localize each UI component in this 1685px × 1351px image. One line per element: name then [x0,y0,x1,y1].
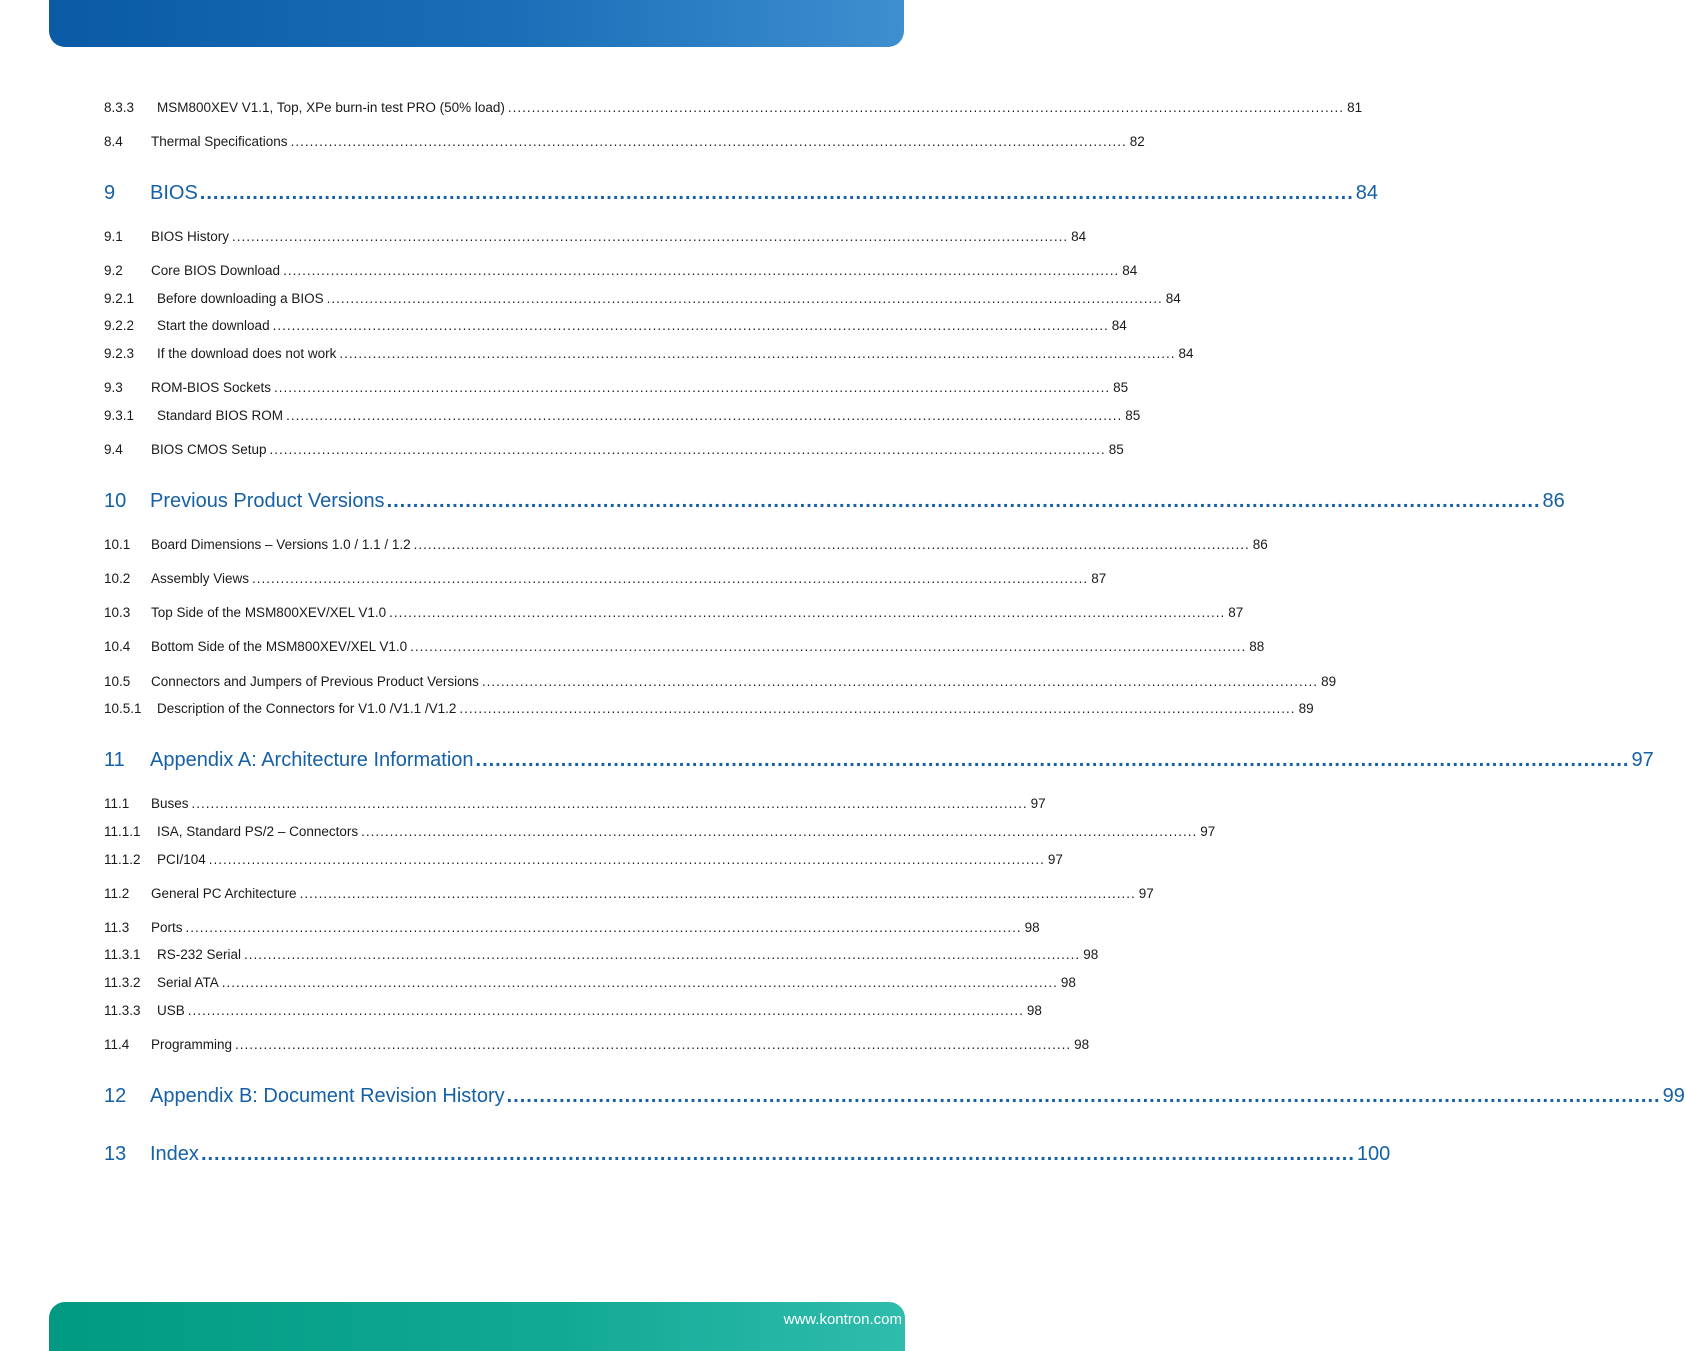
footer-bar [49,1302,905,1351]
toc-entry[interactable] [104,441,1124,459]
toc-entry-title: ROM-BIOS Sockets [151,380,272,395]
toc-entry-number: 9 [104,182,116,204]
toc-entry-number: 10.5.1 [104,701,142,716]
toc-entry-page: 97 [1200,824,1216,839]
toc-entry[interactable] [104,885,1154,903]
toc-entry[interactable] [104,379,1129,397]
toc-entry-number: 9.4 [104,442,123,457]
toc-entry-number: 11 [104,749,125,771]
toc-entry[interactable] [104,795,1046,813]
dot-leader: ................................................................................................................................................................................ [283,263,1120,278]
dot-leader: ................................................................................................................................................................................ [290,134,1127,149]
toc-entry-number: 12 [104,1085,127,1107]
toc-entry-title: BIOS CMOS Setup [151,442,267,457]
toc-entry-title: Description of the Connectors for V1.0 /V1.1 /V1.2 [157,701,457,716]
toc-entry-page: 89 [1321,674,1337,689]
toc-entry-number: 10.2 [104,571,131,586]
toc-entry-number: 11.3 [104,920,130,935]
dot-leader: ................................................................................................................................................................................ [200,1143,1355,1165]
toc-entry-number: 11.2 [104,886,130,901]
toc-entry[interactable] [104,974,1076,992]
toc-entry-title: Core BIOS Download [151,263,281,278]
dot-leader: ................................................................................................................................................................................ [475,749,1630,771]
dot-leader: ................................................................................................................................................................................ [235,1037,1072,1052]
dot-leader: ................................................................................................................................................................................ [272,318,1109,333]
toc-entry-title: Board Dimensions – Versions 1.0 / 1.1 / 1.2 [151,537,411,552]
toc-entry-page: 85 [1108,442,1124,457]
toc-entry-title: Thermal Specifications [151,134,288,149]
toc-entry-title: USB [157,1003,185,1018]
toc-chapter-entry[interactable] [104,1141,1391,1167]
toc-entry[interactable] [104,290,1181,308]
toc-entry-title: MSM800XEV V1.1, Top, XPe burn-in test PRO (50% load) [157,100,505,115]
toc-entry[interactable] [104,536,1268,554]
toc-entry-page: 98 [1026,1003,1042,1018]
toc-entry-number: 8.3.3 [104,100,135,115]
toc-entry[interactable] [104,317,1127,335]
toc-entry-number: 10.5 [104,674,131,689]
toc-entry-title: Appendix A: Architecture Information [150,749,474,771]
dot-leader: ................................................................................................................................................................................ [185,920,1022,935]
dot-leader: ................................................................................................................................................................................ [413,537,1250,552]
toc-entry[interactable] [104,638,1265,656]
toc-entry-page: 99 [1662,1085,1685,1107]
toc-entry-page: 84 [1178,346,1194,361]
toc-entry[interactable] [104,262,1138,280]
dot-leader: ................................................................................................................................................................................ [361,824,1198,839]
dot-leader: ................................................................................................................................................................................ [269,442,1106,457]
toc-chapter-entry[interactable] [104,1083,1685,1109]
toc-entry-page: 97 [1047,852,1063,867]
dot-leader: ................................................................................................................................................................................ [326,291,1163,306]
dot-leader: ................................................................................................................................................................................ [244,947,1081,962]
toc-entry-number: 11.4 [104,1037,130,1052]
dot-leader: ................................................................................................................................................................................ [286,408,1123,423]
toc-entry-number: 10 [104,490,127,512]
toc-entry-number: 11.3.1 [104,947,141,962]
dot-leader: ................................................................................................................................................................................ [208,852,1045,867]
dot-leader: ................................................................................................................................................................................ [252,571,1089,586]
toc-entry-title: Programming [151,1037,233,1052]
toc-entry-page: 97 [1631,749,1654,771]
toc-entry[interactable] [104,1036,1090,1054]
toc-entry-title: BIOS [150,182,198,204]
toc-entry[interactable] [104,823,1216,841]
toc-entry-page: 98 [1074,1037,1090,1052]
toc-entry-page: 85 [1125,408,1141,423]
toc-entry-title: Start the download [157,318,270,333]
toc-entry-title: Index [150,1143,199,1165]
dot-leader: ................................................................................................................................................................................ [191,796,1028,811]
toc-entry[interactable] [104,99,1363,117]
toc-entry[interactable] [104,946,1099,964]
toc-entry[interactable] [104,570,1107,588]
toc-entry[interactable] [104,345,1194,363]
toc-entry-page: 97 [1138,886,1154,901]
toc-entry-number: 9.1 [104,229,123,244]
toc-entry[interactable] [104,228,1087,246]
toc-entry-title: Before downloading a BIOS [157,291,324,306]
header-bar [49,0,904,47]
toc-entry-page: 87 [1091,571,1107,586]
toc-entry-title: Assembly Views [151,571,250,586]
dot-leader: ................................................................................................................................................................................ [199,182,1354,204]
toc-entry-title: BIOS History [151,229,230,244]
toc-entry-title: General PC Architecture [151,886,297,901]
dot-leader: ................................................................................................................................................................................ [410,639,1247,654]
toc-entry-title: ISA, Standard PS/2 – Connectors [157,824,359,839]
toc-entry-title: Previous Product Versions [150,490,385,512]
toc-entry[interactable] [104,407,1141,425]
dot-leader: ................................................................................................................................................................................ [386,490,1541,512]
toc-entry-page: 82 [1129,134,1145,149]
toc-entry-page: 86 [1252,537,1268,552]
toc-entry-title: PCI/104 [157,852,206,867]
toc-entry-title: RS-232 Serial [157,947,242,962]
toc-chapter-entry[interactable] [104,180,1379,206]
dot-leader: ................................................................................................................................................................................ [299,886,1136,901]
dot-leader: ................................................................................................................................................................................ [221,975,1058,990]
toc-entry-number: 9.3 [104,380,123,395]
toc-entry[interactable] [104,851,1063,869]
toc-entry-title: Connectors and Jumpers of Previous Product Versions [151,674,479,689]
toc-entry-page: 100 [1356,1143,1391,1165]
footer-url-link[interactable]: www.kontron.com [783,1311,902,1328]
toc-entry-page: 85 [1113,380,1129,395]
dot-leader: ................................................................................................................................................................................ [481,674,1319,689]
toc-entry-number: 10.1 [104,537,131,552]
toc-entry-number: 9.2.2 [104,318,135,333]
toc-entry[interactable] [104,133,1145,151]
toc-entry-number: 10.4 [104,639,131,654]
toc-entry-page: 89 [1298,701,1314,716]
toc-entry[interactable] [104,604,1244,622]
toc-entry-number: 11.1.2 [104,852,141,867]
toc-entry-number: 11.3.3 [104,1003,141,1018]
toc-entry-page: 84 [1122,263,1138,278]
toc-entry[interactable] [104,919,1040,937]
dot-leader: ................................................................................................................................................................................ [389,605,1226,620]
toc-entry-title: Ports [151,920,183,935]
dot-leader: ................................................................................................................................................................................ [274,380,1111,395]
toc-chapter-entry[interactable] [104,488,1565,514]
toc-entry[interactable] [104,1002,1042,1020]
toc-entry-number: 9.2.3 [104,346,135,361]
toc-entry-title: Serial ATA [157,975,219,990]
toc-entry-title: Bottom Side of the MSM800XEV/XEL V1.0 [151,639,408,654]
toc-entry-title: Buses [151,796,189,811]
toc-entry-page: 98 [1083,947,1099,962]
toc-entry-page: 84 [1355,182,1379,204]
toc-entry-number: 11.1.1 [104,824,141,839]
toc-entry-title: If the download does not work [157,346,337,361]
dot-leader: ................................................................................................................................................................................ [506,1085,1661,1107]
toc-entry-number: 11.3.2 [104,975,141,990]
toc-entry-page: 84 [1071,229,1087,244]
toc-entry-title: Standard BIOS ROM [157,408,284,423]
toc-entry-number: 13 [104,1143,127,1165]
toc-entry-number: 9.3.1 [104,408,135,423]
toc-entry-page: 88 [1249,639,1265,654]
toc-entry-page: 98 [1060,975,1076,990]
toc-entry-title: Appendix B: Document Revision History [150,1085,505,1107]
dot-leader: ................................................................................................................................................................................ [339,346,1176,361]
dot-leader: ................................................................................................................................................................................ [187,1003,1024,1018]
toc-entry[interactable] [104,673,1337,691]
toc-entry-page: 81 [1347,100,1363,115]
toc-entry-page: 98 [1024,920,1040,935]
toc-entry-number: 11.1 [104,796,130,811]
toc-entry-page: 84 [1165,291,1181,306]
toc-chapter-entry[interactable] [104,747,1654,773]
toc-entry-number: 9.2.1 [104,291,135,306]
toc-entry[interactable] [104,700,1314,718]
toc-entry-number: 10.3 [104,605,131,620]
dot-leader: ................................................................................................................................................................................ [232,229,1069,244]
dot-leader: ................................................................................................................................................................................ [459,701,1296,716]
toc-entry-page: 97 [1030,796,1046,811]
toc-entry-page: 86 [1542,490,1565,512]
dot-leader: ................................................................................................................................................................................ [507,100,1345,115]
toc-entry-page: 87 [1228,605,1244,620]
toc-entry-number: 9.2 [104,263,123,278]
toc-entry-title: Top Side of the MSM800XEV/XEL V1.0 [151,605,387,620]
toc-entry-page: 84 [1111,318,1127,333]
toc-entry-number: 8.4 [104,134,123,149]
